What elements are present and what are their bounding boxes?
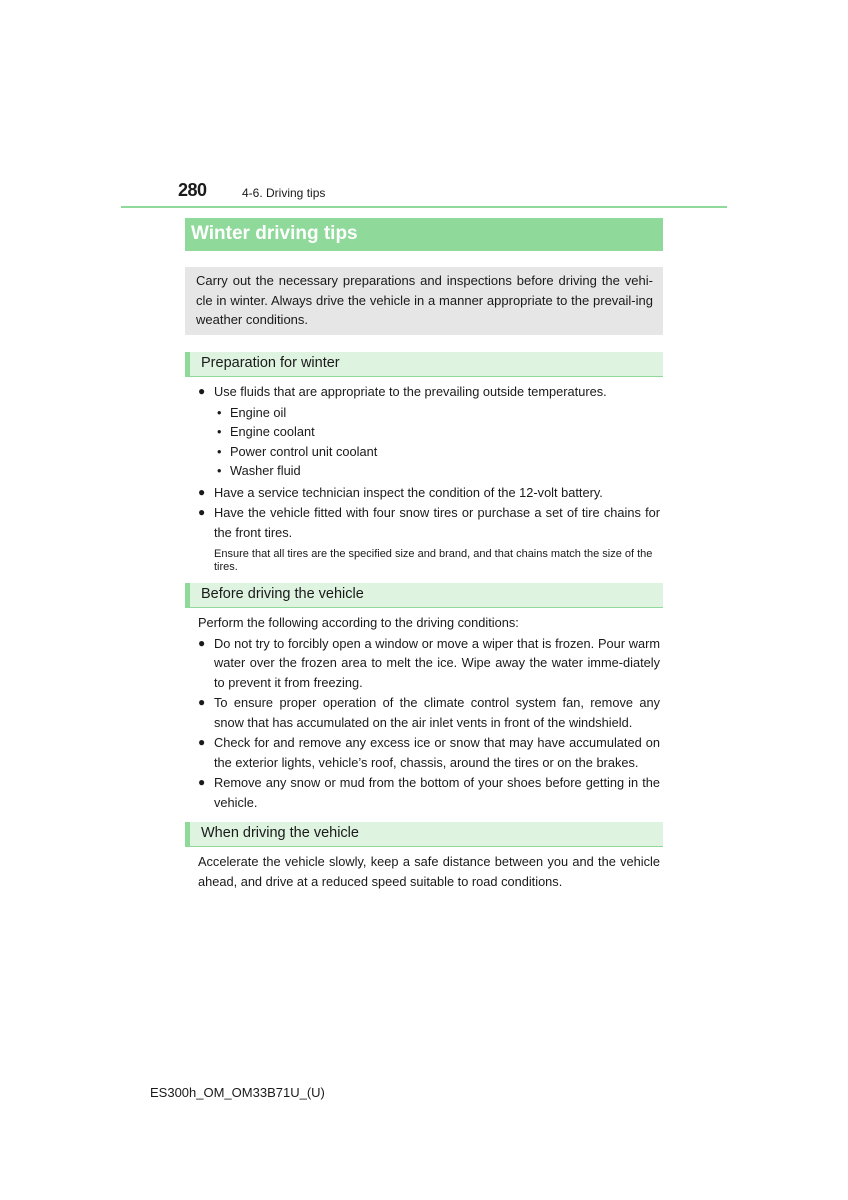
before-lead: Perform the following according to the driving conditions: [198, 615, 519, 630]
heading-preparation: Preparation for winter [185, 352, 663, 377]
header-divider [121, 206, 727, 208]
list-item: ● Check for and remove any excess ice or snow that may have accumulated on the exterior lights, vehicle’s roof, chassis, around the tires or on the brakes. [198, 735, 660, 770]
fluid-item: • Washer fluid [198, 461, 660, 481]
bullet-icon: ● [198, 505, 206, 519]
tire-note: Ensure that all tires are the specified size and brand, and that chains match the size of the tires. [214, 548, 653, 573]
sub-bullet-icon: • [217, 404, 222, 420]
list-item: ● Do not try to forcibly open a window or move a wiper that is frozen. Pour warm water over the frozen area to melt the ice. Wipe away the water imme-diately to prevent it from freezing. [198, 635, 660, 690]
heading-when-driving: When driving the vehicle [185, 822, 663, 847]
intro-box: Carry out the necessary preparations and inspections before driving the vehi-cle in winter. Always drive the vehicle in a manner appropriate to the prevail-ing weather conditions. [185, 267, 663, 335]
bullet-icon: ● [198, 775, 206, 789]
list-item: ● Remove any snow or mud from the bottom of your shoes before getting in the vehicle. [198, 775, 660, 810]
when-driving-content [198, 852, 660, 891]
heading-before-driving: Before driving the vehicle [185, 583, 663, 608]
bullet-icon: ● [198, 635, 206, 650]
list-item: ● To ensure proper operation of the climate control system fan, remove any snow that has accumulated on the air inlet vents in front of the windshield. [198, 695, 660, 730]
page-title: Winter driving tips [185, 218, 663, 251]
before-driving-content [198, 613, 660, 813]
bullet-icon: ● [198, 484, 206, 499]
bullet-icon: ● [198, 384, 206, 398]
list-item: ● Have the vehicle fitted with four snow tires or purchase a set of tire chains for the front tires. [198, 505, 660, 540]
footer-code: ES300h_OM_OM33B71U_(U) [150, 1085, 325, 1100]
fluid-item: • Power control unit coolant [198, 442, 660, 462]
sub-bullet-icon: • [217, 463, 222, 478]
section-label: 4-6. Driving tips [242, 186, 326, 200]
sub-bullet-icon: • [217, 443, 222, 459]
page-number: 280 [178, 180, 207, 200]
list-item: ● Have a service technician inspect the condition of the 12-volt battery. [198, 483, 660, 503]
bullet-icon: ● [198, 735, 206, 749]
sub-bullet-icon: • [217, 424, 222, 439]
fluid-item: • Engine oil [198, 403, 660, 423]
list-item: ● Use fluids that are appropriate to the prevailing outside temperatures. [198, 382, 660, 402]
bullet-icon: ● [198, 695, 206, 709]
driving-text: Accelerate the vehicle slowly, keep a safe distance between you and the vehicle ahead, and drive at a reduced speed suitable to road conditions. [198, 854, 660, 889]
preparation-content [198, 382, 660, 574]
fluid-item: • Engine coolant [198, 422, 660, 442]
